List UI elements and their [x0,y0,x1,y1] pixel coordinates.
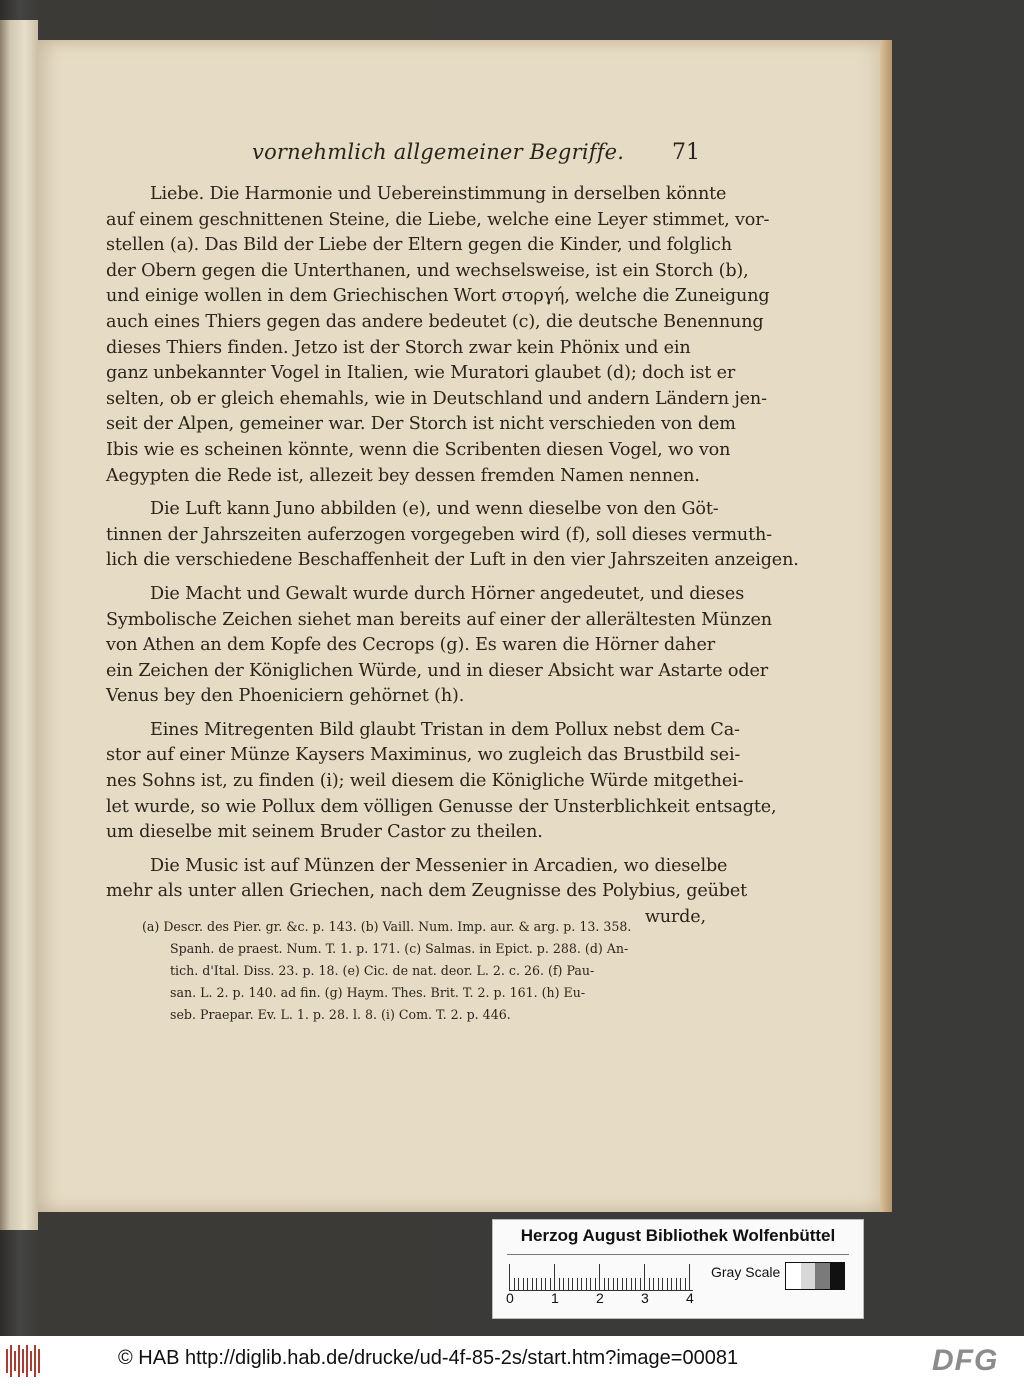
ruler-tick [541,1278,542,1290]
ruler-tick [631,1278,632,1290]
text-line: dieses Thiers finden. Jetzo ist der Storch zwar kein Phönix und ein [106,337,691,358]
text-line: Die Macht und Gewalt wurde durch Hörner angedeutet, und dieses [150,583,745,604]
text-line: nes Sohns ist, zu finden (i); weil diesem die Königliche Würde mitgethei- [106,771,744,792]
ruler-tick [514,1278,515,1290]
ruler-tick [590,1278,591,1290]
ruler-tick [577,1278,578,1290]
ruler-tick [653,1278,654,1290]
book-page [38,40,890,1212]
scale-ruler [509,1262,693,1291]
body-text [106,182,799,931]
ruler-tick [554,1264,555,1290]
text-line: Venus bey den Phoeniciern gehörnet (h). [106,686,465,707]
ruler-tick [532,1278,533,1290]
ruler-tick [662,1278,663,1290]
grayscale-swatch [815,1263,830,1289]
grayscale-swatch [786,1263,801,1289]
barcode-logo-icon [6,1345,40,1377]
ruler-tick [635,1278,636,1290]
footnotes [142,916,702,1026]
footnote-line: tich. d'Ital. Diss. 23. p. 18. (e) Cic. de nat. deor. L. 2. c. 26. (f) Pau- [170,963,595,978]
ruler-tick [523,1278,524,1290]
text-line: selten, ob er gleich ehemahls, wie in Deutschland und andern Ländern jen- [106,388,767,409]
ruler-tick [649,1278,650,1290]
text-line: auch eines Thiers gegen das andere bedeutet (c), die deutsche Benennung [106,311,764,332]
ruler-tick [689,1264,690,1290]
text-line: lich die verschiedene Beschaffenheit der Luft in den vier Jahrszeiten anzeigen. [106,550,799,571]
text-line: ganz unbekannter Vogel in Italien, wie Muratori glaubet (d); doch ist er [106,363,736,384]
ruler-tick [658,1278,659,1290]
grayscale-bar [785,1262,845,1290]
library-label [492,1219,864,1319]
text-line: wurde, [644,907,706,928]
text-line: von Athen an dem Kopfe des Cecrops (g). Es waren die Hörner daher [106,635,715,656]
text-line: Die Music ist auf Münzen der Messenier in Arcadien, wo dieselbe [150,855,728,876]
text-line: ein Zeichen der Königlichen Würde, und in dieser Absicht war Astarte oder [106,660,768,681]
text-line: und einige wollen in dem Griechischen Wort στοργή, welche die Zuneigung [106,286,770,307]
paragraph-gap [106,710,706,718]
ruler-tick [685,1278,686,1290]
scale-number: 3 [641,1290,649,1306]
paragraph-gap [106,846,706,854]
ruler-tick [667,1278,668,1290]
text-line: Aegypten die Rede ist, allezeit bey dessen fremden Namen nennen. [106,465,700,486]
copyright-link[interactable]: © HAB http://diglib.hab.de/drucke/ud-4f-85-2s/start.htm?image=00081 [118,1347,739,1369]
footnote-line: seb. Praepar. Ev. L. 1. p. 28. l. 8. (i) Com. T. 2. p. 446. [170,1007,511,1022]
text-line: tinnen der Jahrszeiten auferzogen vorgegeben wird (f), soll dieses vermuth- [106,524,772,545]
footnote-line: (a) Descr. des Pier. gr. &c. p. 143. (b) Vaill. Num. Imp. aur. & arg. p. 13. 358. [142,919,632,934]
library-name: Herzog August Bibliothek Wolfenbüttel [520,1226,836,1245]
ruler-tick [563,1278,564,1290]
scale-number: 0 [506,1290,514,1306]
scale-number: 4 [686,1290,694,1306]
label-divider [507,1254,849,1255]
ruler-tick [518,1278,519,1290]
left-page-edge [0,20,38,1230]
ruler-tick [545,1278,546,1290]
text-line: stellen (a). Das Bild der Liebe der Eltern gegen die Kinder, und folglich [106,235,732,256]
page-number: 71 [672,140,700,165]
ruler-tick [599,1264,600,1290]
text-line: let wurde, so wie Pollux dem völligen Genusse der Unsterblichkeit entsagte, [106,796,777,817]
ruler-tick [680,1278,681,1290]
ruler-tick [581,1278,582,1290]
text-line: der Obern gegen die Unterthanen, und wechselsweise, ist ein Storch (b), [106,260,749,281]
ruler-tick [595,1278,596,1290]
footnote-line: Spanh. de praest. Num. T. 1. p. 171. (c) Salmas. in Epict. p. 288. (d) An- [170,941,629,956]
text-line: seit der Alpen, gemeiner war. Der Storch ist nicht verschieden von dem [106,414,736,435]
text-line: Eines Mitregenten Bild glaubt Tristan in dem Pollux nebst dem Ca- [150,719,740,740]
grayscale-label: Gray Scale [711,1264,781,1280]
dfg-logo: DFG [932,1344,999,1377]
ruler-tick [568,1278,569,1290]
page-right-edge [880,40,892,1212]
paragraph-gap [106,574,706,582]
grayscale-swatch [830,1263,845,1289]
ruler-tick [604,1278,605,1290]
text-line: Symbolische Zeichen siehet man bereits auf einer der allerältesten Münzen [106,609,772,630]
paragraph-gap [106,489,706,497]
ruler-tick [613,1278,614,1290]
ruler-tick [640,1278,641,1290]
ruler-tick [622,1278,623,1290]
ruler-tick [559,1278,560,1290]
text-line: Liebe. Die Harmonie und Uebereinstimmung in derselben könnte [150,184,727,204]
text-line: mehr als unter allen Griechen, nach dem Zeugnisse des Polybius, geübet [106,881,748,902]
text-line: stor auf einer Münze Kaysers Maximinus, wo zugleich das Brustbild sei- [106,745,741,766]
ruler-tick [626,1278,627,1290]
text-line: Die Luft kann Juno abbilden (e), und wenn dieselbe von den Göt- [150,499,719,520]
text-line: Ibis wie es scheinen könnte, wenn die Scribenten diesen Vogel, wo von [106,439,731,460]
scale-number: 1 [551,1290,559,1306]
scale-number: 2 [596,1290,604,1306]
scale-numbers [506,1290,709,1310]
ruler-tick [586,1278,587,1290]
footnote-line: san. L. 2. p. 140. ad fin. (g) Haym. Thes. Brit. T. 2. p. 161. (h) Eu- [170,985,586,1000]
ruler-tick [676,1278,677,1290]
footer-bar [0,1336,1024,1386]
ruler-tick [536,1278,537,1290]
ruler-tick [550,1278,551,1290]
ruler-tick [617,1278,618,1290]
ruler-tick [509,1264,510,1290]
grayscale-swatch [801,1263,816,1289]
text-line: auf einem geschnittenen Steine, die Liebe, welche eine Leyer stimmet, vor- [106,209,770,230]
ruler-tick [527,1278,528,1290]
ruler-tick [572,1278,573,1290]
ruler-tick [644,1264,645,1290]
ruler-tick [671,1278,672,1290]
text-line: um dieselbe mit seinem Bruder Castor zu theilen. [106,822,543,843]
ruler-tick [608,1278,609,1290]
running-head-title: vornehmlich allgemeiner Begriffe. [252,140,625,164]
